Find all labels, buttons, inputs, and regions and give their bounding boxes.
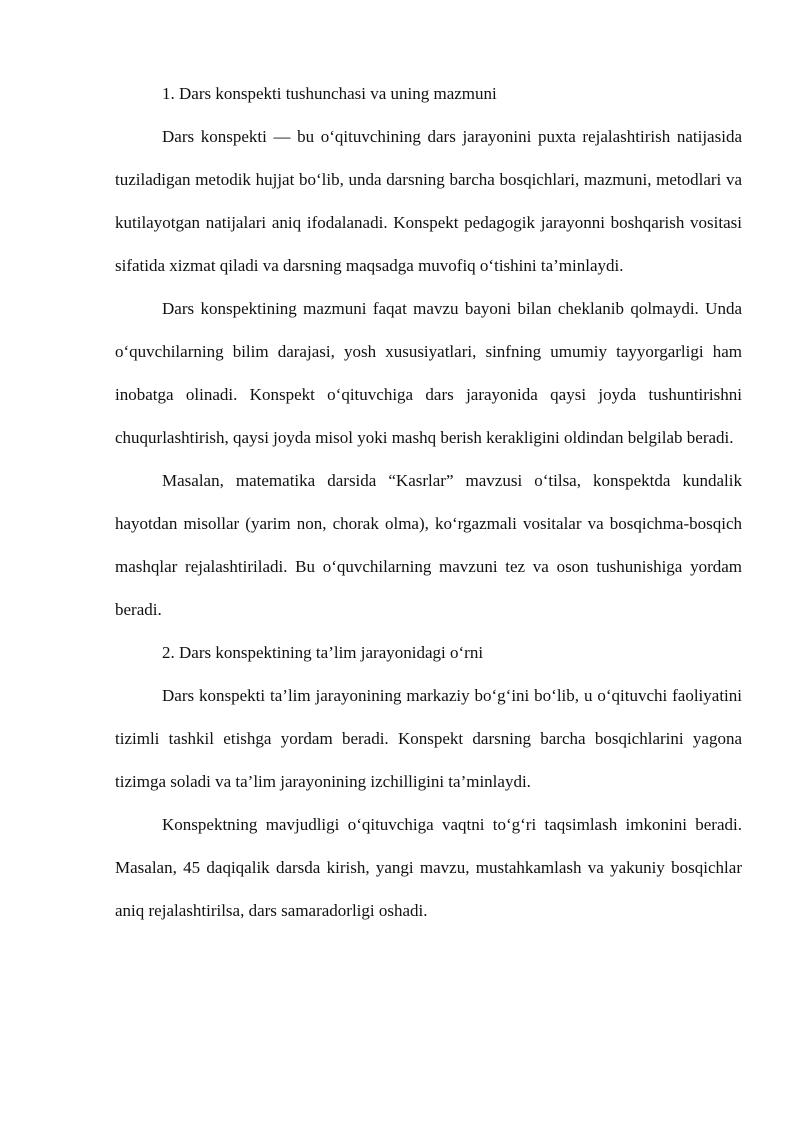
section-1-paragraph-2: Dars konspektining mazmuni faqat mavzu bayoni bilan cheklanib qolmaydi. Unda o‘quvchilarning bilim darajasi, yosh xususiyatlari, sinfning umumiy tayyorgarligi ham inobatga olinadi. Konspekt o‘qituvchiga dars jarayonida qaysi joyda tushuntirishni chuqurlashtirish, qaysi joyda misol yoki mashq berish kerakligini oldindan belgilab beradi. [115, 299, 742, 447]
document-page [115, 72, 742, 932]
section-2-paragraph-2: Konspektning mavjudligi o‘qituvchiga vaqtni to‘g‘ri taqsimlash imkonini beradi. Masalan, 45 daqiqalik darsda kirish, yangi mavzu, mustahkamlash va yakuniy bosqichlar aniq rejalashtirilsa, dars samaradorligi oshadi. [115, 815, 742, 920]
section-1-paragraph-3: Masalan, matematika darsida “Kasrlar” mavzusi o‘tilsa, konspektda kundalik hayotdan misollar (yarim non, chorak olma), ko‘rgazmali vositalar va bosqichma-bosqich mashqlar rejalashtiriladi. Bu o‘quvchilarning mavzuni tez va oson tushunishiga yordam beradi. [115, 471, 742, 619]
section-2-heading: 2. Dars konspektining ta’lim jarayonidagi o‘rni [162, 643, 484, 662]
section-1-paragraph-1: Dars konspekti — bu o‘qituvchining dars jarayonini puxta rejalashtirish natijasida tuziladigan metodik hujjat bo‘lib, unda darsning barcha bosqichlari, mazmuni, metodlari va kutilayotgan natijalari aniq ifodalanadi. Konspekt pedagogik jarayonni boshqarish vositasi sifatida xizmat qiladi va darsning maqsadga muvofiq o‘tishini ta’minlaydi. [115, 127, 742, 275]
section-1-heading: 1. Dars konspekti tushunchasi va uning mazmuni [162, 84, 497, 103]
section-2-paragraph-1: Dars konspekti ta’lim jarayonining markaziy bo‘g‘ini bo‘lib, u o‘qituvchi faoliyatini tizimli tashkil etishga yordam beradi. Konspekt darsning barcha bosqichlarini yagona tizimga soladi va ta’lim jarayonining izchilligini ta’minlaydi. [115, 686, 742, 791]
